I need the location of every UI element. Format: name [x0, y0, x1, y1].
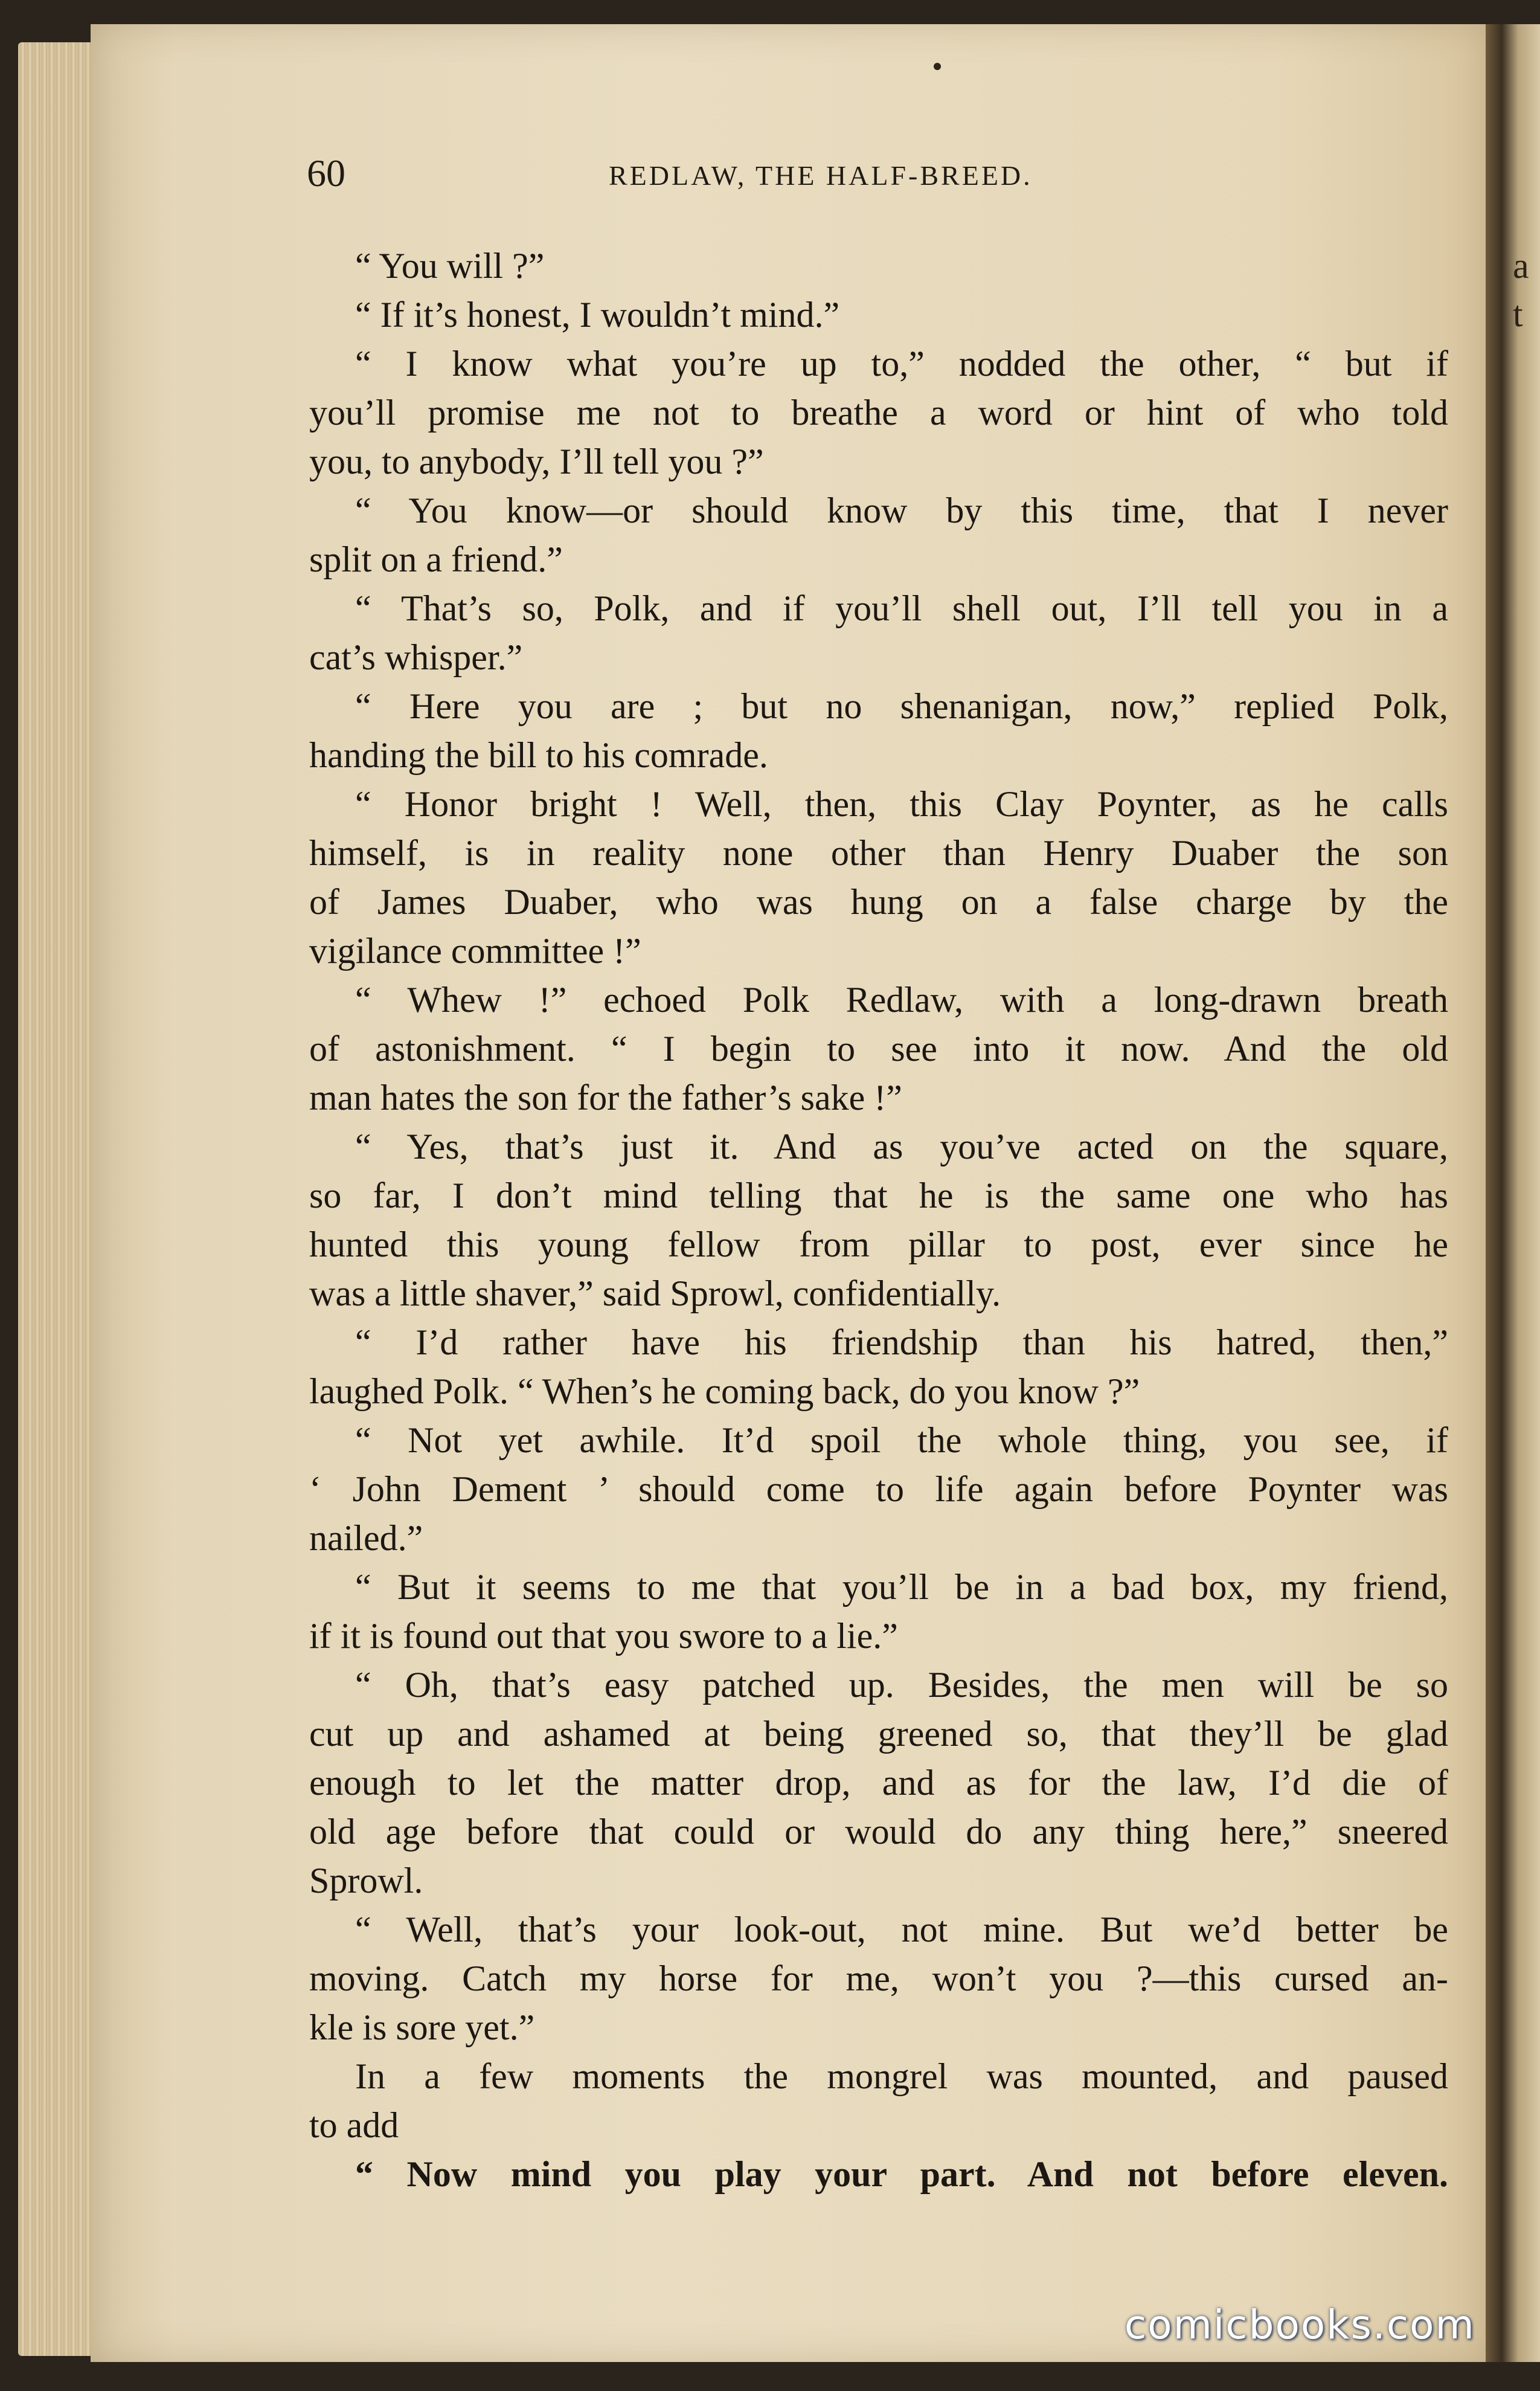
- text-line: “ Yes, that’s just it. And as you’ve acted on the square,: [355, 1127, 1448, 1167]
- book-spine: [1486, 24, 1540, 2362]
- text-line: of astonishment. “ I begin to see into it now. And the old: [309, 1029, 1448, 1069]
- text-line: “ I know what you’re up to,” nodded the other, “ but if: [355, 344, 1448, 384]
- text-line: of James Duaber, who was hung on a false charge by the: [309, 882, 1448, 922]
- text-line: “ But it seems to me that you’ll be in a bad box, my friend,: [355, 1567, 1448, 1607]
- text-line: vigilance committee !”: [309, 931, 641, 971]
- text-line: man hates the son for the father’s sake !”: [309, 1078, 902, 1118]
- print-dot: [934, 63, 941, 70]
- text-line: “ Whew !” echoed Polk Redlaw, with a long-drawn breath: [355, 980, 1448, 1020]
- next-page-fragment: [1513, 242, 1529, 338]
- text-line: enough to let the matter drop, and as for the law, I’d die of: [309, 1763, 1448, 1803]
- text-line: hunted this young fellow from pillar to post, ever since he: [309, 1224, 1448, 1264]
- text-line: “ Honor bright ! Well, then, this Clay Poynter, as he calls: [355, 784, 1448, 824]
- next-page-letter: a: [1513, 246, 1529, 286]
- text-line: “ If it’s honest, I wouldn’t mind.”: [355, 295, 840, 335]
- text-line: “ Here you are ; but no shenanigan, now,” replied Polk,: [355, 686, 1448, 726]
- page-title: REDLAW, THE HALF-BREED.: [609, 160, 1033, 191]
- text-line: “ Not yet awhile. It’d spoil the whole thing, you see, if: [355, 1420, 1448, 1460]
- text-line: “ I’d rather have his friendship than his hatred, then,”: [355, 1322, 1448, 1362]
- text-line: nailed.”: [309, 1518, 423, 1558]
- text-line: “ You will ?”: [355, 246, 545, 286]
- running-header: [307, 151, 1448, 205]
- text-line: ‘ John Dement ’ should come to life again before Poynter was: [309, 1469, 1448, 1509]
- next-page-letter: t: [1513, 294, 1523, 334]
- text-line: old age before that could or would do any thing here,” sneered: [309, 1812, 1448, 1852]
- text-line: so far, I don’t mind telling that he is the same one who has: [309, 1176, 1448, 1215]
- text-line: “ Well, that’s your look-out, not mine. But we’d better be: [355, 1910, 1448, 1949]
- text-line: In a few moments the mongrel was mounted, and paused: [355, 2056, 1448, 2096]
- text-line: cat’s whisper.”: [309, 637, 523, 677]
- text-line: laughed Polk. “ When’s he coming back, do you know ?”: [309, 1371, 1140, 1411]
- text-line: split on a friend.”: [309, 539, 563, 579]
- text-line: kle is sore yet.”: [309, 2007, 535, 2047]
- text-line: moving. Catch my horse for me, won’t you ?—this cursed an-: [309, 1958, 1448, 1998]
- text-line: “ Oh, that’s easy patched up. Besides, the men will be so: [355, 1665, 1448, 1705]
- text-line: “ You know—or should know by this time, that I never: [355, 491, 1448, 530]
- text-line: to add: [309, 2105, 399, 2145]
- text-line: Sprowl.: [309, 1861, 423, 1900]
- body-text: [309, 242, 1448, 2199]
- text-line: handing the bill to his comrade.: [309, 735, 768, 775]
- text-line: was a little shaver,” said Sprowl, confidentially.: [309, 1273, 1001, 1313]
- site-watermark: comicbooks.com: [1125, 2302, 1475, 2348]
- text-line: himself, is in reality none other than Henry Duaber the son: [309, 833, 1448, 873]
- text-line: if it is found out that you swore to a lie.”: [309, 1616, 898, 1656]
- text-line: you’ll promise me not to breathe a word or hint of who told: [309, 393, 1448, 433]
- text-line: you, to anybody, I’ll tell you ?”: [309, 442, 764, 481]
- text-line: cut up and ashamed at being greened so, that they’ll be glad: [309, 1714, 1448, 1754]
- page-number: 60: [307, 152, 345, 195]
- text-line: “ Now mind you play your part. And not before eleven.: [355, 2154, 1448, 2194]
- text-line: “ That’s so, Polk, and if you’ll shell out, I’ll tell you in a: [355, 588, 1448, 628]
